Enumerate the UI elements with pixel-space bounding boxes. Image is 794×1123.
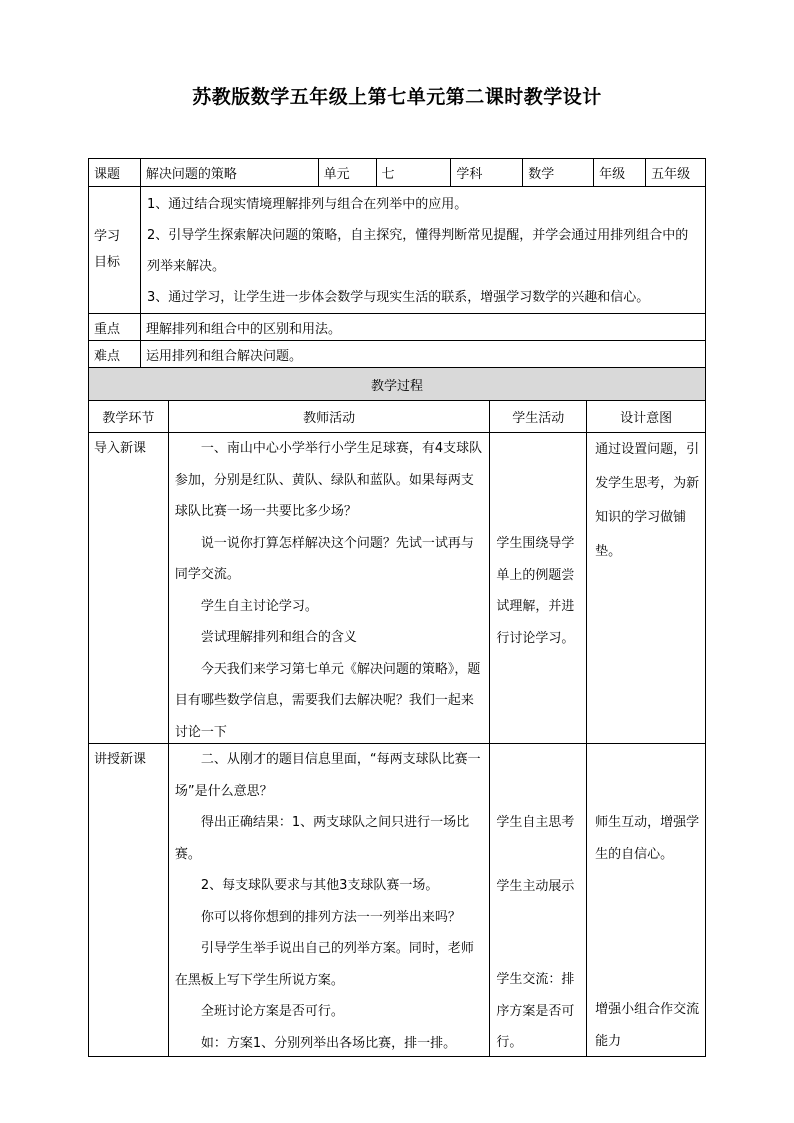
teacher-paragraph: 如：方案1、分别列举出各场比赛，排一排。 [200, 1035, 457, 1051]
col-teacher-header: 教师活动 [169, 401, 490, 433]
unit-value: 七 [377, 158, 452, 187]
lesson-plan-grid [88, 158, 706, 1057]
topic-label: 课题 [89, 158, 141, 187]
key-point-label: 重点 [89, 314, 141, 341]
design-intent-new-lesson [587, 744, 706, 1057]
goals-label-line1: 学习 [94, 229, 121, 244]
student-activity-intro: 学生围绕导学单上的例题尝试理解，并进行讨论学习。 [490, 433, 587, 744]
subject-label: 学科 [451, 158, 523, 187]
teacher-paragraph: 二、从刚才的题目信息里面，“每两支球队比赛一场”是什么意思？ [174, 752, 481, 799]
teacher-activity-new-lesson [169, 744, 490, 1057]
stage-new-lesson: 讲授新课 [89, 744, 169, 1057]
document-title: 苏教版数学五年级上第七单元第二课时教学设计 [192, 86, 602, 108]
design-intent-intro: 通过设置问题，引发学生思考，为新知识的学习做铺垫。 [587, 433, 706, 744]
teacher-paragraph: 今天我们来学习第七单元《解决问题的策略》，题目有哪些数学信息，需要我们去解决呢？我们一起来讨论一下 [174, 661, 481, 740]
process-title: 教学过程 [89, 368, 706, 401]
difficulty-value: 运用排列和组合解决问题。 [141, 341, 706, 368]
col-stage-header: 教学环节 [89, 401, 169, 433]
col-student-header: 学生活动 [490, 401, 587, 433]
stage-intro: 导入新课 [89, 433, 169, 744]
subject-value: 数学 [523, 158, 594, 187]
student-note-3: 学生交流：排序方案是否可行。 [496, 972, 575, 1050]
teacher-paragraph: 2、每支球队要求与其他3支球队赛一场。 [200, 878, 439, 893]
teacher-paragraph: 学生自主讨论学习。 [200, 598, 318, 614]
unit-label: 单元 [319, 158, 377, 187]
goals-content [141, 187, 706, 314]
student-activity-new-lesson [490, 744, 587, 1057]
grade-value: 五年级 [646, 158, 706, 187]
teacher-paragraph: 尝试理解排列和组合的含义 [200, 630, 357, 645]
col-intent-header: 设计意图 [587, 401, 706, 433]
intent-note-2: 增强小组合作交流能力 [595, 1002, 700, 1049]
teacher-paragraph: 得出正确结果：1、两支球队之间只进行一场比赛。 [174, 815, 470, 862]
goals-label-line2: 目标 [94, 255, 121, 270]
goals-label [89, 187, 141, 314]
grade-label: 年级 [594, 158, 646, 187]
student-note-2: 学生主动展示 [496, 879, 575, 894]
student-note-1: 学生自主思考 [496, 815, 575, 830]
topic-value: 解决问题的策略 [141, 158, 319, 187]
teacher-paragraph: 说一说你打算怎样解决这个问题？先试一试再与同学交流。 [174, 535, 474, 582]
teacher-paragraph: 你可以将你想到的排列方法一一列举出来吗？ [200, 909, 461, 925]
teacher-activity-intro [169, 433, 490, 744]
intent-note-1: 师生互动，增强学生的自信心。 [595, 815, 700, 862]
teacher-paragraph: 全班讨论方案是否可行。 [200, 1004, 344, 1019]
goal-item: 2、引导学生探索解决问题的策略，自主探究，懂得判断常见提醒，并学会通过用排列组合中的列举来解决。 [146, 228, 689, 274]
difficulty-label: 难点 [89, 341, 141, 368]
goal-item: 1、通过结合现实情境理解排列与组合在列举中的应用。 [146, 197, 468, 212]
teacher-paragraph: 引导学生举手说出自己的列举方案。同时，老师在黑板上写下学生所说方案。 [174, 941, 474, 988]
goal-item: 3、通过学习，让学生进一步体会数学与现实生活的联系，增强学习数学的兴趣和信心。 [146, 290, 650, 305]
teacher-paragraph: 一、南山中心小学举行小学生足球赛，有4支球队参加，分别是红队、黄队、绿队和蓝队。如果每两支球队比赛一场一共要比多少场？ [174, 441, 483, 519]
key-point-value: 理解排列和组合中的区别和用法。 [141, 314, 706, 341]
